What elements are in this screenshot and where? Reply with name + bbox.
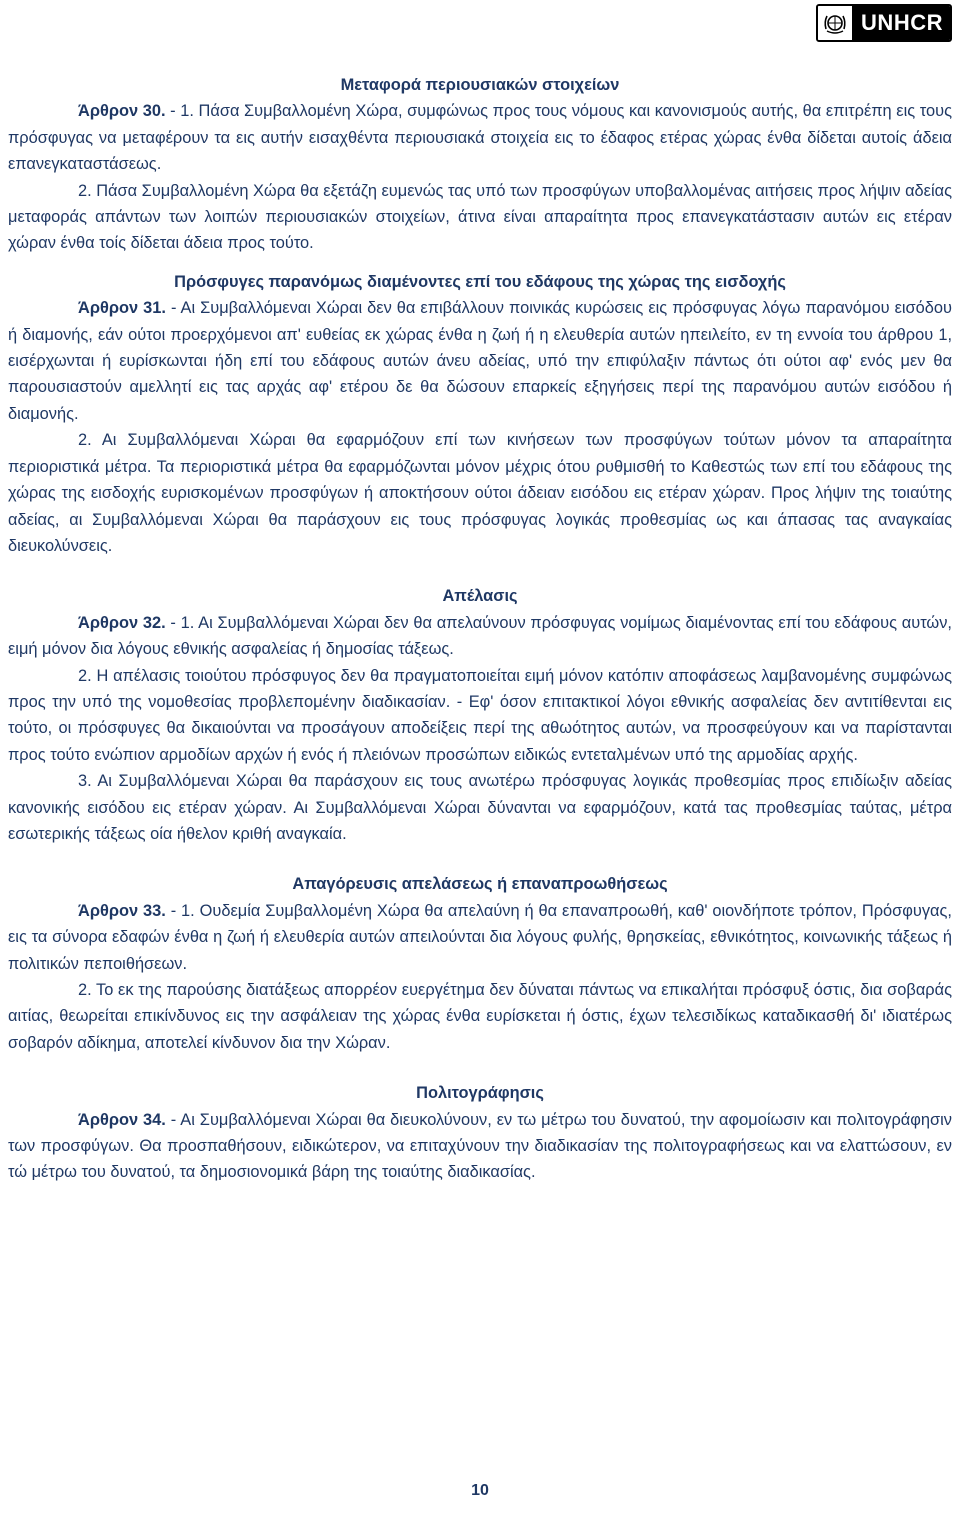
page-number: 10 [471,1482,489,1499]
article-31-paragraph-1 [8,295,952,427]
article-33-paragraph-1 [8,898,952,977]
article-30-text: - 1. Πάσα Συμβαλλομένη Χώρα, συμφώνως προς τους νόμους και κανονισμούς αυτής, θα επιτρέπη εις τους πρόσφυγας να μεταφέρουν τα εις αυτήν εισαχθέντα περιουσιακά στοιχεία εις το έδαφος ετέρας χώρας ένθα δίδεται αυτοίς άδεια επανεγκαταστάσεως. [8,102,952,174]
article-33-label: Άρθρον 33. [78,901,166,920]
section-title-unlawful-refugees: Πρόσφυγες παρανόμως διαμένοντες επί του εδάφους της χώρας της εισδοχής [174,272,786,291]
article-34-paragraph-1 [8,1107,952,1186]
article-32-paragraph-1 [8,610,952,663]
article-32-paragraph-2: 2. Η απέλασις τοιούτου πρόσφυγος δεν θα πραγματοποιείται ειμή μόνον κατόπιν αποφάσεως λαμβανομένης συμφώνως προς την υπό της νομοθεσίας προβλεπομένην διαδικασίαν. - Εφ' όσον επιτακτικοί λόγοι εθνικής ασφαλείας δεν αντιτίθενται εις τούτο, οι πρόσφυγες θα δικαιούνται να προσάγουν αποδείξεις περί της αθωότητος αυτών, να προσφεύγουν και να παρίστανται προς τούτο ενώπιον αρμοδίων αρχών ή ενός ή πλειόνων προσώπων ειδικώς εντεταλμένων υπό της αρμοδίας αρχής. [8,666,952,764]
article-33-paragraph-2: 2. Το εκ της παρούσης διατάξεως απορρέον ευεργέτημα δεν δύναται πάντως να επικαλήται πρόσφυξ όστις, δια σοβαράς αιτίας, θεωρείται επικίνδυνος εις την ασφάλειαν της χώρας ένθα ευρίσκεται ή όστις, έχων τελεσιδίκως καταδικασθή δι' ιδιατέρως σοβαρόν αδίκημα, αποτελεί κίνδυνον δια την Χώραν. [8,981,952,1052]
logo-wordmark: UNHCR [854,6,950,40]
section-title-naturalization: Πολιτογράφησις [416,1084,544,1103]
document-body [8,72,952,1186]
un-laurel-emblem-icon [818,6,854,40]
article-30-label: Άρθρον 30. [78,102,166,121]
section-title-expulsion: Απέλασις [442,587,518,606]
article-32-text: - 1. Αι Συμβαλλόμεναι Χώραι δεν θα απελαύνουν πρόσφυγας νομίμως διαμένοντας επί του εδάφους αυτών, ειμή μόνον δια λόγους εθνικής ασφαλείας ή δημοσίας τάξεως. [8,613,952,659]
article-31-text: - Αι Συμβαλλόμεναι Χώραι δεν θα επιβάλλουν ποινικάς κυρώσεις εις πρόσφυγας λόγω παρανόμου εισόδου ή διαμονής, εάν ούτοι προερχόμενοι απ' ευθείας εκ χώρας ένθα η ζωή ή η ελευθερία αυτών ηπειλείτο, εν τη εννοία του άρθρου 1, εισέρχωνται ή ευρίσκωνται ήδη επί του εδάφους αυτών άνευ αδείας, υπό την επιφύλαξιν πάντως ότι ούτοι αφ' ενός μεν θα παρουσιαστούν αμελλητί εις τας αρχάς αφ' ετέρου δε θα δώσουν επαρκείς εξηγήσεις περί της παρανόμου αυτών εισόδου ή διαμονής. [8,299,952,423]
article-34-label: Άρθρον 34. [78,1110,166,1129]
unhcr-logo [816,4,952,42]
article-31-label: Άρθρον 31. [78,299,166,318]
article-30-paragraph-1 [8,98,952,177]
article-30-paragraph-2: 2. Πάσα Συμβαλλομένη Χώρα θα εξετάζη ευμενώς τας υπό των προσφύγων υποβαλλομένας αιτήσεις προς λήψιν αδείας μεταφοράς απάντων των λοιπών περιουσιακών στοιχείων, άτινα είναι απαραίτητα προς επανεγκατάστασιν αυτών εις ετέραν χώραν ένθα τοίς δίδεται άδεια προς τούτο. [8,181,952,253]
article-34-text: - Αι Συμβαλλόμεναι Χώραι θα διευκολύνουν, εν τω μέτρω του δυνατού, την αφομοίωσιν και πολιτογράφησιν των προσφύγων. Θα προσπαθήσουν, ειδικώτερον, να επιταχύνουν την διαδικασίαν της πολιτογραφήσεως και να ελαττώσουν, εν τώ μέτρω του δυνατού, τα δημοσιονομικά βάρη της τοιαύτης διαδικασίας. [8,1110,952,1182]
article-32-label: Άρθρον 32. [78,613,166,632]
article-32-paragraph-3: 3. Αι Συμβαλλόμεναι Χώραι θα παράσχουν εις τους ανωτέρω πρόσφυγας λογικάς προθεσμίας προς επιδίωξιν αδείας κανονικής εισόδου εις ετέραν χώραν. Αι Συμβαλλόμεναι Χώραι δύνανται να εφαρμόζουν, κατά τας προθεσμίας ταύτας, μέτρα εσωτερικής τάξεως οία ήθελον κριθή αναγκαία. [8,772,952,843]
section-title-non-refoulement: Απαγόρευσις απελάσεως ή επαναπροωθήσεως [292,875,668,894]
section-title-transfer-assets: Μεταφορά περιουσιακών στοιχείων [340,76,620,94]
article-31-paragraph-2: 2. Αι Συμβαλλόμεναι Χώραι θα εφαρμόζουν επί των κινήσεων των προσφύγων τούτων μόνον τα απαραίτητα περιοριστικά μέτρα. Τα περιοριστικά μέτρα θα εφαρμόζωνται μόνον μέχρις ότου ρυθμισθή το Καθεστώς των επί του εδάφους της χώρας της εισδοχής ευρισκομένων προσφύγων ή αποκτήσουν ούτοι άδειαν εισόδου εις ετέραν χώραν. Προς λήψιν της τοιαύτης αδείας, αι Συμβαλλόμεναι Χώραι θα παράσχουν εις τους πρόσφυγας λογικάς προθεσμίας ως και άπασας τας αναγκαίας διευκολύνσεις. [8,431,952,555]
article-33-text: - 1. Ουδεμία Συμβαλλομένη Χώρα θα απελαύνη ή θα επαναπροωθή, καθ' οιονδήποτε τρόπον, Πρόσφυγας, εις τα σύνορα εδαφών ένθα η ζωή ή ελευθερία αυτών απειλούνται δια λόγους φυλής, θρησκείας, εθνικότητος, κοινωνικής τάξεως ή πολιτικών πεποιθήσεων. [8,901,952,973]
